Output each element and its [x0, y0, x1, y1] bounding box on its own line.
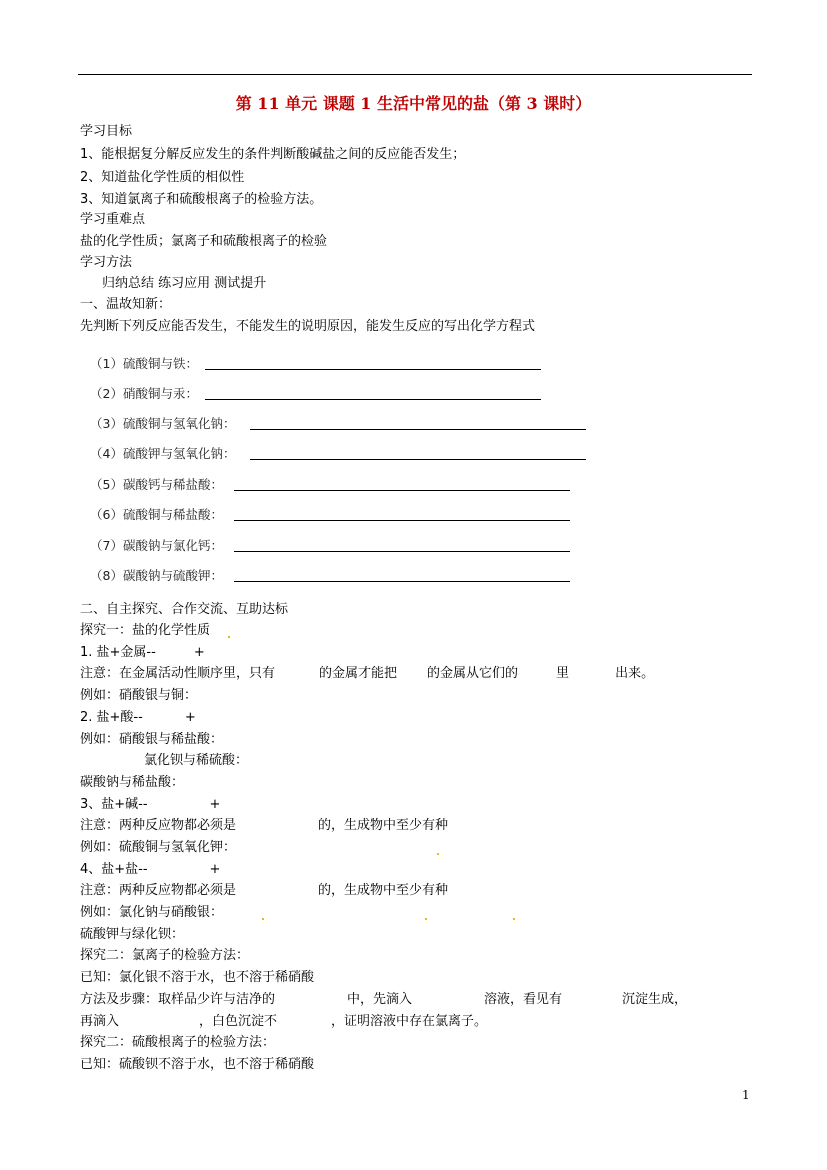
question-4: （4）硫酸钾与氢氧化钠：: [90, 446, 236, 461]
steps-line-1: [80, 992, 687, 1008]
salt-acid-example-1: 例如：硝酸银与稀盐酸：: [80, 732, 224, 747]
explore1-heading: 探究一：盐的化学性质: [80, 623, 211, 638]
steps-text: 溶液，看见有: [484, 992, 563, 1007]
scan-speck: [437, 853, 439, 855]
question-3: （3）硫酸铜与氢氧化钠：: [90, 416, 236, 431]
answer-blank-7[interactable]: [234, 551, 570, 552]
note-text: 的金属才能把: [319, 666, 398, 681]
scan-speck: [228, 636, 230, 638]
note-text: 注意：两种反应物都必须是: [80, 883, 237, 898]
key-heading: 学习重难点: [80, 212, 146, 227]
answer-blank-5[interactable]: [234, 490, 570, 491]
note-text: 注意：在金属活动性顺序里，只有: [80, 666, 276, 681]
explore3-heading: 探究二：硫酸根离子的检验方法：: [80, 1035, 276, 1050]
salt-base-note: [80, 818, 448, 834]
steps-text: 沉淀生成，: [622, 992, 688, 1007]
goal-3: 3、知道氯离子和硫酸根离子的检验方法。: [80, 192, 323, 207]
salt-salt-example-2: 硫酸钾与绿化钡：: [80, 927, 185, 942]
salt-metal-line: [80, 645, 205, 661]
known-1: 已知：氯化银不溶于水，也不溶于稀硝酸: [80, 970, 315, 985]
steps-text: ，证明溶液中存在氯离子。: [331, 1014, 488, 1029]
review-intro: 先判断下列反应能否发生，不能发生的说明原因，能发生反应的写出化学方程式: [80, 319, 536, 334]
salt-acid-label: 2. 盐+酸--: [80, 710, 143, 725]
known-2: 已知：硫酸钡不溶于水，也不溶于稀硝酸: [80, 1057, 315, 1072]
scan-speck: [513, 918, 515, 920]
section2-heading: 二、自主探究、合作交流、互助达标: [80, 602, 289, 617]
page-title: 第 11 单元 课题 1 生活中常见的盐（第 3 课时）: [235, 94, 592, 113]
answer-blank-6[interactable]: [234, 520, 570, 521]
salt-salt-note: [80, 883, 448, 899]
answer-blank-4[interactable]: [250, 459, 586, 460]
question-2: （2）硝酸铜与汞：: [90, 386, 198, 401]
goal-1: 1、能根据复分解反应发生的条件判断酸碱盐之间的反应能否发生；: [80, 147, 466, 162]
answer-blank-1[interactable]: [205, 369, 541, 370]
note-text: 的，生成物中至少有种: [318, 883, 449, 898]
header-rule: [78, 74, 752, 75]
answer-blank-2[interactable]: [205, 399, 541, 400]
plus-sign: +: [184, 710, 196, 725]
key-text: 盐的化学性质；氯离子和硫酸根离子的检验: [80, 234, 328, 249]
note-text: 里: [556, 666, 570, 681]
note-text: 的金属从它们的: [427, 666, 519, 681]
answer-blank-8[interactable]: [234, 581, 570, 582]
note-text: 注意：两种反应物都必须是: [80, 818, 237, 833]
question-5: （5）碳酸钙与稀盐酸：: [90, 477, 223, 492]
question-8: （8）碳酸钠与硫酸钾：: [90, 568, 223, 583]
salt-metal-example: 例如：硝酸银与铜：: [80, 688, 198, 703]
plus-sign: +: [209, 862, 221, 877]
salt-acid-line: [80, 710, 196, 726]
goals-heading: 学习目标: [80, 124, 133, 139]
salt-acid-example-3: 碳酸钠与稀盐酸：: [80, 775, 185, 790]
plus-sign: +: [209, 797, 221, 812]
salt-salt-label: 4、盐+盐--: [80, 862, 148, 877]
salt-base-label: 3、盐+碱--: [80, 797, 148, 812]
page-number: 1: [742, 1088, 750, 1102]
steps-text: 再滴入: [80, 1014, 120, 1029]
goal-2: 2、知道盐化学性质的相似性: [80, 170, 245, 185]
scan-speck: [425, 918, 427, 920]
salt-salt-example-1: 例如：氯化钠与硝酸银：: [80, 905, 224, 920]
question-6: （6）硫酸铜与稀盐酸：: [90, 507, 223, 522]
plus-sign: +: [193, 645, 205, 660]
salt-salt-line: [80, 862, 220, 878]
salt-metal-label: 1. 盐+金属--: [80, 645, 156, 660]
steps-text: ，白色沉淀不: [199, 1014, 278, 1029]
note-text: 出来。: [615, 666, 655, 681]
question-1: （1）硫酸铜与铁：: [90, 356, 198, 371]
answer-blank-3[interactable]: [250, 429, 586, 430]
note-text: 的，生成物中至少有种: [318, 818, 449, 833]
method-text: 归纳总结 练习应用 测试提升: [102, 276, 267, 291]
explore2-heading: 探究二：氯离子的检验方法：: [80, 948, 250, 963]
salt-base-line: [80, 797, 220, 813]
salt-acid-example-2: 氯化钡与稀硫酸：: [144, 753, 249, 768]
salt-metal-note: [80, 666, 654, 682]
steps-text: 方法及步骤：取样品少许与洁净的: [80, 992, 276, 1007]
method-heading: 学习方法: [80, 255, 133, 270]
review-heading: 一、温故知新：: [80, 297, 172, 312]
steps-line-2: [80, 1014, 487, 1030]
salt-base-example: 例如：硫酸铜与氢氧化钾：: [80, 840, 237, 855]
question-7: （7）碳酸钠与氯化钙：: [90, 538, 223, 553]
scan-speck: [262, 918, 264, 920]
steps-text: 中，先滴入: [347, 992, 413, 1007]
